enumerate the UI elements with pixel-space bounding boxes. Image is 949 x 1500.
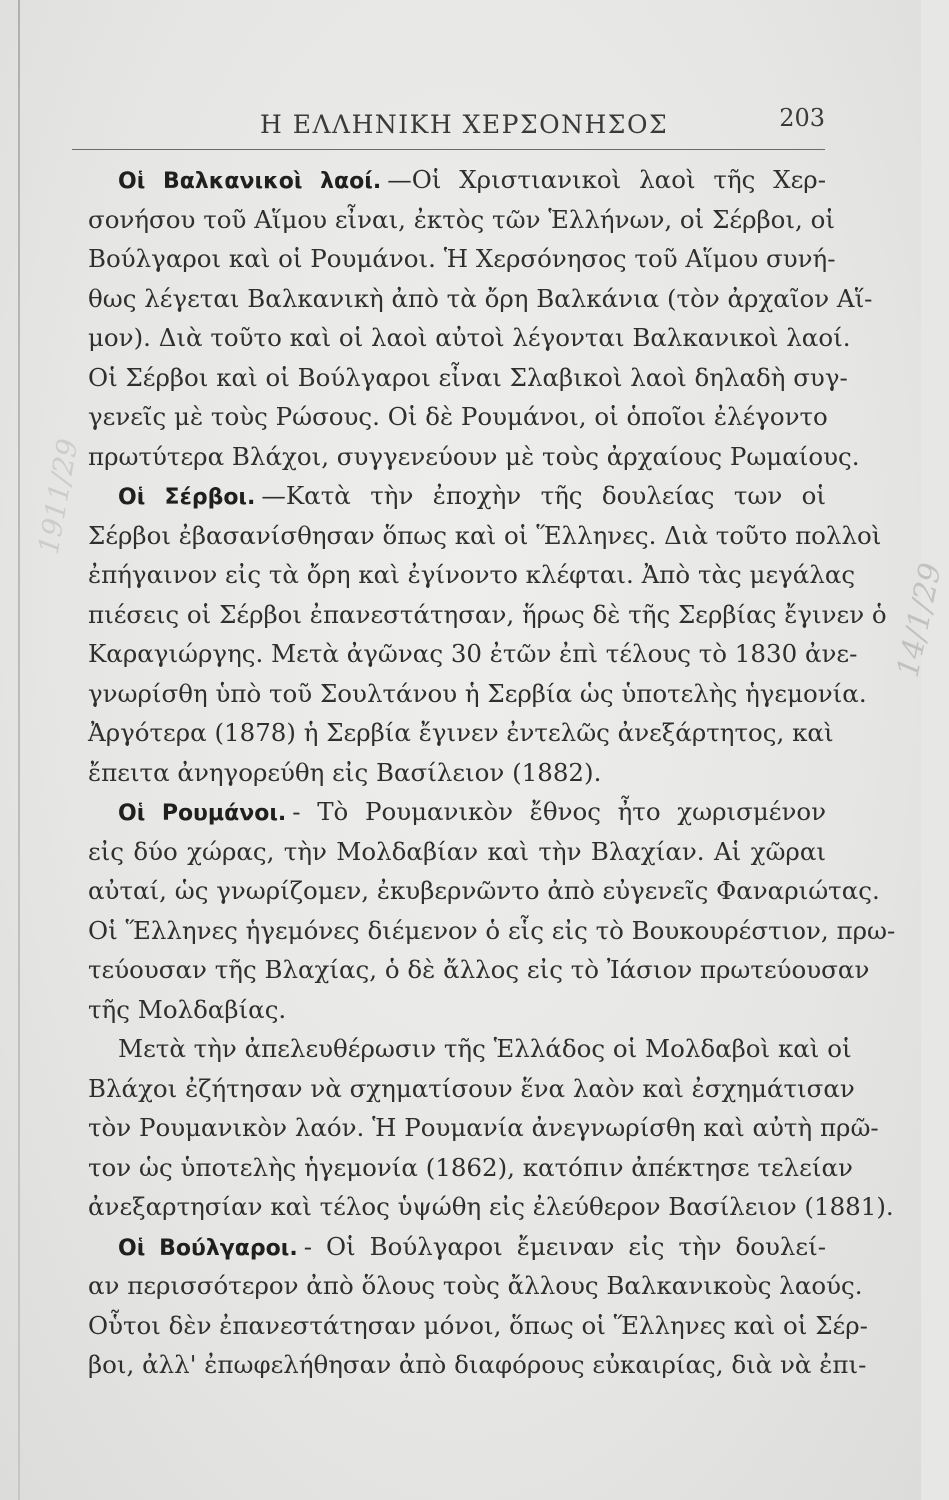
text-line: Μετὰ τὴν ἀπελευθέρωσιν τῆς Ἑλλάδος οἱ Μολδαβοὶ καὶ οἱ bbox=[118, 1034, 852, 1063]
text-line: ἔπειτα ἀνηγορεύθη εἰς Βασίλειον (1882). bbox=[88, 757, 602, 787]
text-line: Οἱ Σέρβοι καὶ οἱ Βούλγαροι εἶναι Σλαβικοὶ λαοὶ δηλαδὴ συγ- bbox=[88, 362, 848, 392]
text-line: εἰς δύο χώρας, τὴν Μολδαβίαν καὶ τὴν Βλαχίαν. Αἱ χῶραι bbox=[88, 836, 826, 866]
text-run: - Τὸ Ρουμανικὸν ἔθνος ἦτο χωρισμένον bbox=[292, 797, 826, 826]
text-line: αὐταί, ὡς γνωρίζομεν, ἐκυβερνῶντο ἀπὸ εὐγενεῖς Φαναριώτας. bbox=[88, 876, 880, 905]
text-line bbox=[88, 476, 826, 516]
text-line bbox=[88, 1227, 826, 1267]
text-line: αν περισσότερον ἀπὸ ὅλους τοὺς ἄλλους Βαλκανικοὺς λαούς. bbox=[88, 1271, 863, 1300]
pencil-margin-note-left: 1911/29 bbox=[31, 436, 85, 557]
section-heading-bulgarians: Οἱ Βούλγαροι. bbox=[118, 1235, 298, 1261]
page-header bbox=[72, 104, 825, 144]
body-text bbox=[88, 160, 896, 1385]
pencil-margin-note: 14/1/29 bbox=[890, 560, 949, 681]
text-line bbox=[88, 160, 826, 200]
text-run: - Οἱ Βούλγαροι ἔμειναν εἰς τὴν δουλεί- bbox=[303, 1231, 826, 1261]
section-heading-balkan-peoples: Οἱ Βαλκανικοὶ λαοί. bbox=[118, 169, 382, 194]
text-line: ἐπήγαινον εἰς τὰ ὄρη καὶ ἐγίνοντο κλέφται. Ἀπὸ τὰς μεγάλας bbox=[88, 560, 856, 589]
running-title: Η ΕΛΛΗΝΙΚΗ ΧΕΡΣΟΝΗΣΟΣ bbox=[260, 110, 669, 139]
text-line: Ἀργότερα (1878) ἡ Σερβία ἔγινεν ἐντελῶς ἀνεξάρτητος, καὶ bbox=[88, 718, 834, 747]
text-line: ἀνεξαρτησίαν καὶ τέλος ὑψώθη εἰς ἐλεύθερον Βασίλειον (1881). bbox=[88, 1192, 894, 1221]
text-line: τεύουσαν τῆς Βλαχίας, ὁ δὲ ἄλλος εἰς τὸ Ἰάσιον πρωτεύουσαν bbox=[88, 955, 870, 984]
text-line: τὸν Ρουμανικὸν λαόν. Ἡ Ρουμανία ἀνεγνωρίσθη καὶ αὐτὴ πρῶ- bbox=[88, 1113, 879, 1142]
text-line: γενεῖς μὲ τοὺς Ρώσους. Οἱ δὲ Ρουμάνοι, οἱ ὁποῖοι ἐλέγοντο bbox=[88, 402, 828, 431]
text-line: μον). Διὰ τοῦτο καὶ οἱ λαοὶ αὐτοὶ λέγονται Βαλκανικοὶ λαοί. bbox=[88, 323, 851, 352]
text-line bbox=[88, 792, 826, 832]
text-line: τον ὡς ὑποτελὴς ἡγεμονία (1862), κατόπιν ἀπέκτησε τελείαν bbox=[88, 1152, 853, 1182]
text-line: σονήσου τοῦ Αἵμου εἶναι, ἐκτὸς τῶν Ἑλλήνων, οἱ Σέρβοι, οἱ bbox=[88, 204, 835, 234]
section-heading-romanians: Οἱ Ρουμάνοι. bbox=[118, 801, 287, 826]
text-line: Βλάχοι ἐζήτησαν νὰ σχηματίσουν ἕνα λαὸν καὶ ἐσχημάτισαν bbox=[88, 1073, 855, 1103]
text-line: γνωρίσθη ὑπὸ τοῦ Σουλτάνου ἡ Σερβία ὡς ὑποτελὴς ἡγεμονία. bbox=[88, 678, 867, 708]
text-run: —Οἱ Χριστιανικοὶ λαοὶ τῆς Χερ- bbox=[387, 165, 826, 194]
text-line: πιέσεις οἱ Σέρβοι ἐπανεστάτησαν, ἥρως δὲ τῆς Σερβίας ἔγινεν ὁ bbox=[88, 599, 887, 629]
text-line: θως λέγεται Βαλκανικὴ ἀπὸ τὰ ὄρη Βαλκάνια (τὸν ἀρχαῖον Αἵ- bbox=[88, 283, 873, 313]
page-edge-shadow bbox=[18, 0, 20, 1500]
text-line: βοι, ἀλλ' ἐπωφελήθησαν ἀπὸ διαφόρους εὐκαιρίας, διὰ νὰ ἐπι- bbox=[88, 1350, 867, 1379]
section-heading-serbs: Οἱ Σέρβοι. bbox=[118, 485, 256, 510]
text-run: —Κατὰ τὴν ἐποχὴν τῆς δουλείας των οἱ bbox=[261, 481, 826, 510]
text-line: Οἱ Ἕλληνες ἡγεμόνες διέμενον ὁ εἷς εἰς τὸ Βουκουρέστιον, πρω- bbox=[88, 915, 896, 945]
text-line: Σέρβοι ἐβασανίσθησαν ὅπως καὶ οἱ Ἕλληνες. Διὰ τοῦτο πολλοὶ bbox=[88, 520, 882, 550]
text-line: πρωτύτερα Βλάχοι, συγγενεύουν μὲ τοὺς ἀρχαίους Ρωμαίους. bbox=[88, 441, 860, 471]
page-number: 203 bbox=[779, 104, 825, 132]
text-line: Οὗτοι δὲν ἐπανεστάτησαν μόνοι, ὅπως οἱ Ἕλληνες καὶ οἱ Σέρ- bbox=[88, 1310, 868, 1340]
text-line: Καραγιώργης. Μετὰ ἀγῶνας 30 ἐτῶν ἐπὶ τέλους τὸ 1830 ἀνε- bbox=[88, 639, 858, 668]
text-line: Βούλγαροι καὶ οἱ Ρουμάνοι. Ἡ Χερσόνησος τοῦ Αἵμου συνή- bbox=[88, 244, 836, 273]
text-line: τῆς Μολδαβίας. bbox=[88, 994, 287, 1024]
header-rule bbox=[72, 149, 825, 150]
